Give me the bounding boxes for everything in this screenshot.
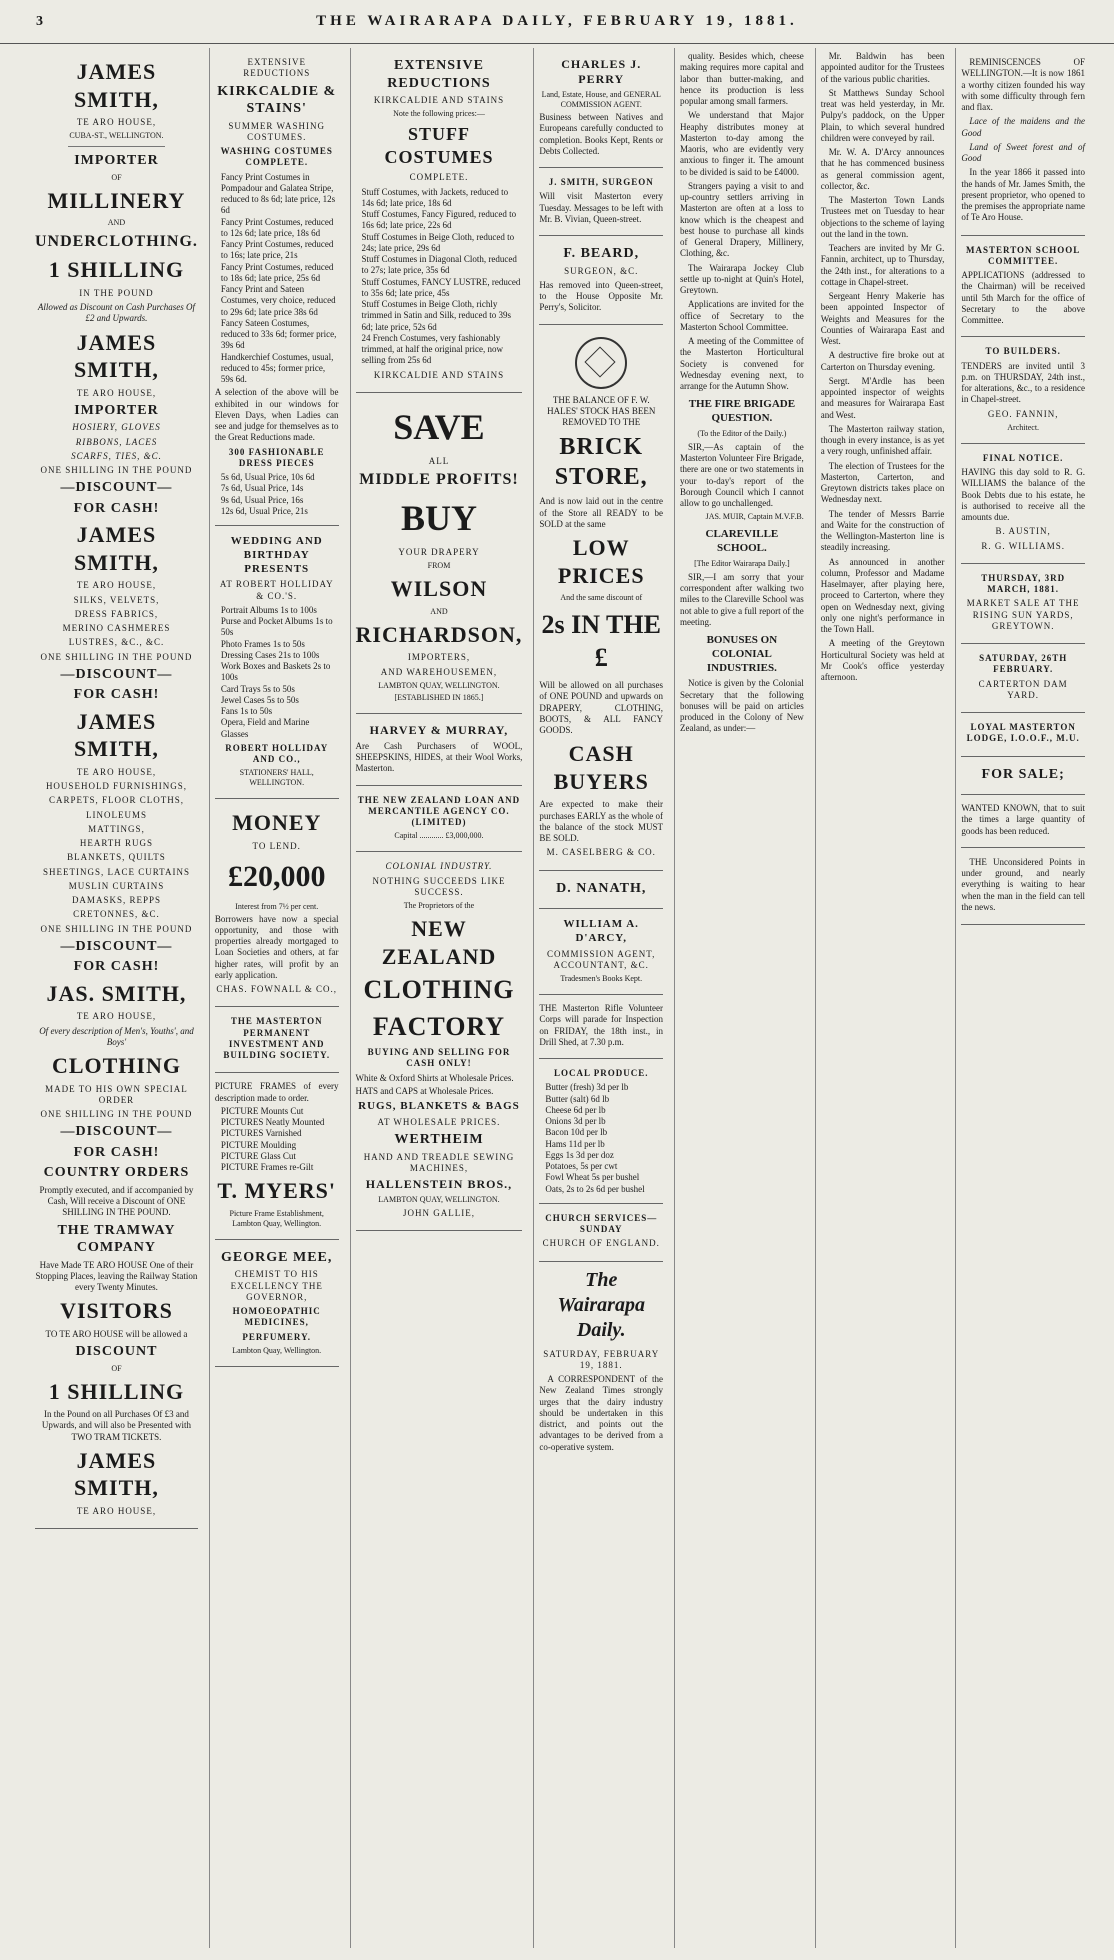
harvey-name: HARVEY & MURRAY, [369, 722, 509, 737]
clothing-heading: CLOTHING [51, 1053, 181, 1078]
silks-item: LUSTRES, &C., &C. [68, 637, 165, 648]
news-paragraph: Applications are invited for the office of Secretary to the Masterton School Committee. [680, 299, 804, 332]
clothing-factory-ad [356, 852, 523, 1231]
kirkcaldie-stuff-ad [356, 48, 523, 393]
street: CUBA-ST., WELLINGTON. [69, 131, 164, 141]
produce-item: Bacon 10d per lb [545, 1127, 608, 1138]
dress-price: 7s 6d, Usual Price, 14s [220, 483, 304, 494]
news-paragraph: St Matthews Sunday School treat was held yesterday, in Mr. Pulpy's paddock, on the Upper Plain, to which several hundred children were conveyed by rail. [820, 87, 945, 143]
wertheim-heading: WERTHEIM [394, 1132, 484, 1147]
brick-store-heading: BRICK STORE, [554, 434, 648, 491]
news-paragraph: Sergt. M'Ardle has been appointed inspector of weights and measures for Wairarapa East and West. [820, 375, 945, 420]
address-5: TE ARO HOUSE, [76, 1011, 157, 1022]
columns [30, 48, 1090, 1948]
address-3: TE ARO HOUSE, [76, 580, 157, 591]
jas-smith-name: JAS. SMITH, [46, 980, 187, 1006]
news-paragraph: Sergeant Henry Makerie has been appointed Inspector of Weights and Measures for the Counties of Wairarapa East and West. [820, 291, 945, 346]
buy-heading: BUY [400, 498, 477, 538]
building-society-ad [215, 1007, 339, 1073]
household-item: LINOLEUMS [85, 809, 147, 820]
and-label: AND [107, 218, 126, 228]
discount-line-2: ONE SHILLING IN THE POUND [40, 651, 193, 662]
perry-sub: Land, Estate, House, and GENERAL COMMISSION AGENT. [541, 90, 661, 109]
darcy-ad [539, 909, 663, 995]
george-mee-ad [215, 1240, 339, 1367]
advertiser-name-5: JAMES SMITH, [74, 1447, 159, 1501]
wanted-ad [961, 795, 1085, 848]
of-label: OF [111, 172, 122, 182]
final-notice-ad [961, 444, 1085, 564]
amount: £20,000 [227, 860, 326, 893]
volunteer-notice [539, 995, 663, 1059]
produce-item: Fowl Wheat 5s per bushel [545, 1172, 640, 1183]
two-shillings: 2s IN THE £ [541, 610, 661, 672]
low-prices-heading: LOW PRICES [557, 535, 645, 588]
address-6: TE ARO HOUSE, [76, 1505, 157, 1516]
bonuses-text: Notice is given by the Colonial Secretary that the following bonuses will be paid on articles produced in the Colony of New Zealand, as under:— [680, 678, 804, 734]
clareville-sub: [The Editor Wairarapa Daily.] [694, 558, 790, 568]
wedding-item: Card Trays 5s to 50s [220, 683, 295, 694]
verse-line: Lace of the maidens and the Good [961, 116, 1085, 138]
school-committee-heading: MASTERTON SCHOOL COMMITTEE. [966, 244, 1081, 266]
surgeon-label: SURGEON, &C. [564, 265, 639, 276]
beard-ad [539, 236, 663, 325]
final-notice-text: HAVING this day sold to R. G. WILLIAMS the balance of the Book Debts due to his estate, he is authorised to receive all the amounts due. [961, 467, 1085, 522]
extensive-heading: EXTENSIVE REDUCTIONS [387, 58, 491, 91]
fire-brigade-sub: (To the Editor of the Daily.) [697, 428, 787, 438]
news-paragraph: We understand that Major Heaphy distributes money at Masterton to-day among the Maoris, who are evidently very anxious to finger it. The amount to be divided is said to be £4000. [680, 110, 804, 177]
news-paragraph: Mr. W. A. D'Arcy announces that he has commenced business as general commission agent, collector, &c. [820, 147, 945, 191]
buying-label: BUYING AND SELLING FOR CASH ONLY! [367, 1047, 511, 1069]
importers-label: IMPORTERS, [407, 652, 471, 663]
household-item: HOUSEHOLD FURNISHINGS, [45, 781, 187, 791]
nz-heading: NEW ZEALAND [381, 916, 497, 969]
news-paragraph: Strangers paying a visit to and up-country settlers arriving in Masterton are often at a loss to know which is the cheapest and best house to purchase all kinds of General Drapery, Millinery, Clothing, &c. [680, 180, 804, 259]
household-item: MATTINGS, [88, 823, 145, 834]
perfumery-heading: PERFUMERY. [242, 1331, 312, 1342]
darcy-name: WILLIAM A. D'ARCY, [563, 918, 639, 944]
stuff-item: Stuff Costumes in Beige Cloth, reduced to 24s; late price, 29s 6d [361, 231, 515, 253]
clareville-text: SIR,—I am sorry that your correspondent after walking two miles to the Clareville School was not able to give a full report of the meeting. [680, 571, 804, 627]
underclothing-heading: UNDERCLOTHING. [35, 233, 198, 251]
importer-label: IMPORTER [74, 153, 159, 169]
tramway-text: Have Made TE ARO HOUSE One of their Stopping Places, leaving the Railway Station every Twenty Minutes. [35, 1259, 198, 1292]
wedding-item: Opera, Field and Marine Glasses [220, 717, 310, 739]
costume-item: Fancy Print Costumes, reduced to 12s 6d; late price, 18s 6d [220, 216, 334, 238]
wedding-item: Purse and Pocket Albums 1s to 50s [220, 616, 333, 638]
silks-item: DRESS FABRICS, [74, 608, 159, 619]
reminiscences [961, 48, 1085, 236]
news-paragraph: Teachers are invited by Mr G. Fannin, architect, up to Thursday, the 24th inst., for alterations to a cottage in Chapel-street. [820, 243, 945, 287]
discount-label: And the same discount of [560, 593, 643, 602]
brick-store-ad [539, 325, 663, 871]
closing-text: THE Unconsidered Points in under ground, and nearly everything is waiting to hear when the man in the field can tell the news. [961, 856, 1085, 912]
picture-item: PICTURES Varnished [220, 1128, 302, 1139]
brick-text: And is now laid out in the centre of the Store all READY to be SOLD at the same [539, 496, 664, 529]
news-paragraph: Mr. Baldwin has been appointed auditor for the Trustees of the various public charities. [820, 51, 945, 84]
stuff-item: Stuff Costumes in Diagonal Cloth, reduced to 27s; late price, 35s 6d [361, 254, 517, 276]
surgeon-smith-ad [539, 168, 663, 236]
carterton-sale-ad [961, 644, 1085, 713]
building-society-heading: THE MASTERTON PERMANENT INVESTMENT AND BUILDING SOCIETY. [223, 1016, 331, 1060]
tramway-heading: THE TRAMWAY COMPANY [57, 1222, 176, 1255]
cash-text: Are expected to make their purchases EARLY as the whole of the balance of the stock MUST BE SOLD. [539, 799, 664, 843]
address: TE ARO HOUSE, [76, 117, 157, 127]
james-smith-advertisement [35, 48, 198, 1529]
darcy-sub: COMMISSION AGENT, ACCOUNTANT, &C. [547, 948, 656, 970]
clothing-heading: CLOTHING [363, 975, 515, 1004]
picture-item: PICTURE Frames re-Gilt [220, 1162, 314, 1172]
builders-ad [961, 337, 1085, 444]
dress-price: 5s 6d, Usual Price, 10s 6d [220, 472, 315, 482]
perry-text: Business between Natives and Europeans carefully conducted to completion. Books Kept, Rents or Debts Collected. [539, 112, 664, 156]
news-paragraph: The election of Trustees for the Masterton, Carterton, and Greytown districts takes place on Wednesday next. [820, 460, 945, 505]
church-heading: CHURCH SERVICES—SUNDAY [545, 1212, 658, 1234]
special-order: MADE TO HIS OWN SPECIAL ORDER [45, 1083, 188, 1105]
williams-name: R. G. WILLIAMS. [981, 540, 1065, 551]
dress-price: 9s 6d, Usual Price, 16s [220, 494, 304, 505]
for-cash-label-4: FOR CASH! [73, 1144, 160, 1160]
caselberg-name: M. CASELBERG & CO. [546, 847, 656, 858]
column-1 [30, 48, 203, 1948]
money-ad [215, 799, 339, 1007]
discount-word: DISCOUNT [75, 1344, 158, 1359]
harvey-murray-ad [356, 714, 523, 786]
middle-profits: MIDDLE PROFITS! [359, 471, 519, 488]
produce-item: Cheese 6d per lb [545, 1104, 606, 1115]
wedding-heading: WEDDING AND BIRTHDAY PRESENTS [230, 535, 323, 575]
smith-text: Will visit Masterton every Tuesday. Messages to be left with Mr. B. Vivian, Queen-street. [539, 191, 664, 224]
column-3 [350, 48, 528, 1948]
news-paragraph: quality. Besides which, cheese making requires more capital and labor than butter-making, and hence its production is less popular among small farmers. [680, 51, 804, 106]
holliday-name: ROBERT HOLLIDAY AND CO., [225, 742, 329, 764]
household-item: MUSLIN CURTAINS [68, 880, 165, 891]
perry-name: CHARLES J. PERRY [561, 57, 642, 86]
market-sale-ad [961, 564, 1085, 644]
shirts-text: White & Oxford Shirts at Wholesale Prices. [355, 1072, 514, 1083]
picture-item: PICTURE Moulding [220, 1139, 297, 1150]
stuff-costumes-heading: STUFF COSTUMES [384, 124, 494, 167]
allowed-text: Allowed as Discount on Cash Purchases Of £2 and Upwards. [37, 302, 196, 324]
nanath-ad [539, 871, 663, 910]
country-orders-heading: COUNTRY ORDERS [43, 1165, 190, 1181]
produce-item: Potatoes, 5s per cwt [545, 1161, 618, 1171]
goods-item: HOSIERY, GLOVES [72, 422, 161, 433]
reminiscences-text: REMINISCENCES OF WELLINGTON.—It is now 1861 a worthy citizen founded his way with some difficulty through fern and flax. [961, 57, 1085, 112]
interest: Interest from 7½ per cent. [235, 901, 319, 911]
nanath-name: D. NANATH, [556, 880, 647, 896]
costume-item: Fancy Print Costumes, reduced to 18s 6d; late price, 25s 6d [220, 261, 334, 283]
church-services [539, 1204, 663, 1262]
reductions-heading: EXTENSIVE REDUCTIONS [243, 57, 311, 79]
discount-label-4: —DISCOUNT— [60, 1124, 173, 1140]
discount-line-3: ONE SHILLING IN THE POUND [40, 923, 193, 934]
lodge-ad [961, 713, 1085, 757]
gallie-name: JOHN GALLIE, [402, 1208, 475, 1218]
goods-item: RIBBONS, LACES [75, 436, 158, 447]
closing-paragraph [961, 848, 1085, 925]
produce-item: Oats, 2s to 2s 6d per bushel [545, 1183, 645, 1194]
proprietors-label: The Proprietors of the [403, 901, 475, 910]
washing-heading: WASHING COSTUMES COMPLETE. [220, 146, 333, 168]
royal-arms-emblem [575, 337, 627, 389]
news-paragraph: As announced in another column, Professor and Madame Haselmayer, after playing here, proceed to Carterton, where they open on Wednesday next, giving only one night's performance in the Town Hall. [820, 556, 945, 634]
success-label: NOTHING SUCCEEDS LIKE SUCCESS. [372, 875, 506, 897]
picture-item: PICTURES Neatly Mounted [220, 1117, 325, 1127]
builders-text: TENDERS are invited until 3 p.m. on THURSDAY, 24th inst., for alterations, &c., to a residence in Chapel-street. [961, 360, 1085, 405]
and-label: AND [430, 606, 448, 616]
wanted-text: WANTED KNOWN, that to suit the times a large quantity of goods has been reduced. [961, 803, 1085, 836]
household-item: CARPETS, FLOOR CLOTHS, [48, 795, 184, 806]
household-item: HEARTH RUGS [79, 838, 154, 848]
news-paragraph: A destructive fire broke out at Carterton on Thursday evening. [820, 350, 945, 372]
colonial-industry: COLONIAL INDUSTRY. [385, 861, 493, 872]
dress-price: 12s 6d, Usual Price, 21s [220, 505, 308, 516]
editorial-title: The Wairarapa Daily. [557, 1268, 645, 1341]
to-lend: TO LEND. [252, 840, 301, 851]
column-2 [209, 48, 344, 1948]
carterton-heading: CARTERTON DAM YARD. [978, 678, 1068, 700]
lodge-heading: LOYAL MASTERTON LODGE, I.O.O.F., M.U. [966, 722, 1080, 744]
myers-name: T. MYERS' [217, 1178, 337, 1204]
for-cash-label-2: FOR CASH! [73, 687, 160, 703]
of-word: OF [111, 1363, 122, 1373]
rugs-heading: RUGS, BLANKETS & BAGS [358, 1100, 520, 1112]
capital-label: Capital ............ £3,000,000. [394, 831, 484, 841]
wholesale-label: AT WHOLESALE PRICES. [377, 1116, 501, 1127]
fannin-sub: Architect. [1007, 422, 1040, 432]
nz-loan-ad [356, 786, 523, 853]
picture-frames-text: PICTURE FRAMES of every description made to order. [214, 1081, 339, 1103]
shilling-heading: 1 SHILLING [48, 257, 185, 283]
wedding-item: Portrait Albums 1s to 100s [220, 604, 317, 615]
builders-heading: TO BUILDERS. [985, 346, 1061, 357]
for-sale-heading: FOR SALE; [981, 766, 1065, 782]
fannin-name: GEO. FANNIN, [987, 408, 1059, 419]
established-label: [ESTABLISHED IN 1865.] [394, 692, 484, 702]
address-2: TE ARO HOUSE, [76, 387, 157, 398]
holliday-ad [215, 526, 339, 799]
myers-address: Picture Frame Establishment, Lambton Quay, Wellington. [229, 1208, 324, 1228]
austin-name: B. AUSTIN, [995, 526, 1051, 537]
for-cash-label-3: FOR CASH! [73, 959, 160, 975]
news-paragraph: The Wairarapa Jockey Club settle up to-night at Quin's Hotel, Greytown. [680, 262, 804, 295]
for-sale-ad [961, 757, 1085, 796]
in-pound-label: IN THE POUND [79, 287, 154, 298]
kirkcaldie-washing-ad [215, 48, 339, 526]
market-date: THURSDAY, 3RD MARCH, 1881. [981, 572, 1066, 594]
wedding-item: Dressing Cases 21s to 100s [220, 649, 320, 660]
verse-line: Land of Sweet forest and of Good [961, 141, 1085, 163]
editorial-lead: A CORRESPONDENT of the New Zealand Times strongly urges that the dairy industry should be undertaken in this district, and points out the advantages to be derived from a co-operative system. [539, 1374, 664, 1452]
richardson-name: RICHARDSON, [355, 621, 523, 647]
news-paragraph: The Masterton Town Lands Trustees met on Tuesday to hear objections to the scheme of laying out the land in the town. [820, 195, 945, 239]
church-sub: CHURCH OF ENGLAND. [542, 1238, 660, 1249]
news-paragraph: The tender of Messrs Barrie and Waite for the construction of the Wellington-Masterton line is steadily increasing. [820, 508, 945, 553]
george-mee-name: GEORGE MEE, [221, 1249, 333, 1265]
stuff-item: Stuff Costumes, FANCY LUSTRE, reduced to 35s 6d; late price, 45s [361, 276, 521, 298]
advertiser-name-3: JAMES SMITH, [74, 522, 159, 575]
household-item: DAMASKS, REPPS [71, 895, 161, 905]
column-6 [815, 48, 950, 1948]
dress-pieces-heading: 300 FASHIONABLE DRESS PIECES [228, 446, 325, 468]
visitors-text: TO TE ARO HOUSE will be allowed a [45, 1328, 188, 1339]
address-4: TE ARO HOUSE, [76, 766, 157, 777]
all-label: ALL [428, 455, 450, 466]
hats-text: HATS and CAPS at Wholesale Prices. [355, 1085, 494, 1096]
advertiser-name-2: JAMES SMITH, [74, 329, 159, 382]
editorial-date: SATURDAY, FEBRUARY 19, 1881. [543, 1348, 660, 1370]
note-text: Note the following prices:— [393, 109, 485, 119]
produce-item: Hams 11d per lb [545, 1138, 605, 1149]
produce-item: Butter (salt) 6d lb [545, 1093, 610, 1104]
household-item: SHEETINGS, LACE CURTAINS [42, 866, 190, 877]
george-address: Lambton Quay, Wellington. [232, 1345, 322, 1355]
discount-label-3: —DISCOUNT— [60, 938, 173, 954]
silks-item: MERINO CASHMERES [62, 623, 171, 633]
from-label: FROM [427, 561, 451, 571]
discount-line-4: ONE SHILLING IN THE POUND [40, 1109, 193, 1119]
stuff-item: 24 French Costumes, very fashionably trimmed, at half the original price, now selling from 25s 6d [361, 332, 504, 366]
visitors-tail: In the Pound on all Purchases Of £3 and Upwards, and will also be Presented with TWO TRAM TICKETS. [41, 1409, 192, 1442]
fire-brigade-heading: THE FIRE BRIGADE QUESTION. [688, 398, 796, 424]
lambton-address: LAMBTON QUAY, WELLINGTON. [378, 680, 500, 690]
homeopathic-heading: HOMOEOPATHIC MEDICINES, [232, 1306, 321, 1328]
wilson-richardson-ad [356, 393, 523, 714]
produce-item: Butter (fresh) 3d per lb [545, 1082, 629, 1093]
holliday-address: STATIONERS' HALL, WELLINGTON. [239, 768, 314, 788]
hallenstein-address: LAMBTON QUAY, WELLINGTON. [378, 1195, 500, 1204]
sewing-machines: HAND AND TREADLE SEWING MACHINES, [363, 1151, 515, 1173]
beard-name: F. BEARD, [563, 246, 640, 261]
hales-text: THE BALANCE OF F. W. HALES' STOCK HAS BEEN REMOVED TO THE [547, 394, 656, 427]
column-5 [674, 48, 809, 1948]
newspaper-title: THE WAIRARAPA DAILY, FEBRUARY 19, 1881. [316, 13, 798, 29]
costume-item: Handkerchief Costumes, usual, reduced to 45s; former price, 59s 6d. [220, 351, 334, 384]
advertiser-name-4: JAMES SMITH, [74, 708, 159, 762]
silks-item: SILKS, VELVETS, [73, 594, 160, 605]
final-notice-heading: FINAL NOTICE. [982, 452, 1064, 463]
bonuses-heading: BONUSES ON COLONIAL INDUSTRIES. [706, 634, 778, 674]
perry-ad [539, 48, 663, 168]
costume-item: Fancy Print and Sateen Costumes, very choice, reduced to 29s 6d; late price 38s 6d [220, 284, 336, 317]
every-description: Of every description of Men's, Youths', and Boys' [39, 1025, 194, 1047]
money-text: Borrowers have now a special opportunity, and those with properties already mortgaged to Loan Societies and others, at far higher rates, will profit by an early application. [214, 913, 339, 980]
editorial [539, 1268, 663, 1453]
clareville-heading: CLAREVILLE SCHOOL. [705, 528, 779, 554]
picture-item: PICTURE Mounts Cut [220, 1105, 304, 1116]
cash-buyers-heading: CASH BUYERS [553, 741, 649, 794]
fire-brigade-signature: JAS. MUIR, Captain M.V.F.B. [705, 512, 804, 522]
household-item: CRETONNES, &C. [73, 909, 160, 920]
volunteer-text: THE Masterton Rifle Volunteer Corps will parade for Inspection on FRIDAY, the 18th inst., in Drill Shed, at 7.30 p.m. [539, 1003, 664, 1047]
millinery-heading: MILLINERY [47, 187, 186, 213]
complete-label: COMPLETE. [409, 172, 469, 183]
produce-item: Eggs 1s 3d per doz [545, 1149, 614, 1160]
factory-heading: FACTORY [372, 1011, 506, 1041]
harvey-text: Are Cash Purchasers of WOOL, SHEEPSKINS, HIDES, at their Wool Works, Masterton. [355, 740, 523, 774]
wedding-item: Jewel Cases 5s to 50s [220, 694, 299, 705]
news-paragraph: A meeting of the Greytown Horticultural Society was held at Mr Cook's office yesterday afternoon. [820, 638, 945, 682]
fire-brigade-text: SIR,—As captain of the Masterton Volunteer Fire Brigade, there are one or two statements in your to-day's report of the Borough Council which I cannot allow to go unchallenged. [680, 441, 804, 508]
stuff-item: Stuff Costumes in Beige Cloth, richly trimmed in Satin and Silk, reduced to 39s 6d; late price, 52s 6d [361, 299, 512, 332]
masthead [0, 0, 1114, 44]
one-shilling-heading: 1 SHILLING [48, 1378, 185, 1404]
produce-item: Onions 3d per lb [545, 1116, 606, 1126]
country-orders-text: Promptly executed, and if accompanied by Cash, Will receive a Discount of ONE SHILLING IN THE POUND. [39, 1184, 194, 1218]
news-paragraph: The Masterton railway station, though in every instance, is as yet a very rough, unfinished affair. [820, 423, 945, 457]
your-drapery: YOUR DRAPERY [398, 547, 480, 557]
visitors-heading: VISITORS [60, 1298, 173, 1324]
school-committee-ad [961, 236, 1085, 338]
market-heading: MARKET SALE AT THE RISING SUN YARDS, GREYTOWN. [966, 598, 1080, 631]
reminiscences-paragraph: In the year 1866 it passed into the hands of Mr. James Smith, the present proprietor, who opened to the premises the appropriate name of Te Aro House. [961, 167, 1085, 223]
picture-item: PICTURE Glass Cut [220, 1150, 296, 1161]
column-4 [533, 48, 668, 1948]
importer-label-2: IMPORTER [74, 402, 159, 418]
nz-loan-heading: THE NEW ZEALAND LOAN AND MERCANTILE AGENCY CO. (LIMITED) [357, 794, 521, 827]
money-heading: MONEY [232, 810, 322, 836]
wedding-at: AT ROBERT HOLLIDAY & CO.'S. [219, 579, 334, 601]
hallenstein-name: HALLENSTEIN BROS., [365, 1177, 513, 1191]
goods-item: SCARFS, TIES, &C. [71, 450, 162, 461]
costume-item: Fancy Sateen Costumes, reduced to 33s 6d; former price, 39s 6d [220, 317, 337, 351]
smith-name: J. SMITH, SURGEON [548, 177, 654, 187]
school-committee-text: APPLICATIONS (addressed to the Chairman) will be received until 5th March for the office of Secretary to the above Committee. [961, 270, 1085, 325]
stuff-item: Stuff Costumes, with Jackets, reduced to 14s 6d; late price, 18s 6d [361, 186, 509, 208]
fownall-name: CHAS. FOWNALL & CO., [216, 984, 338, 994]
kirkcaldie-name: KIRKCALDIE AND STAINS [373, 95, 505, 105]
tradesmen-label: Tradesmen's Books Kept. [560, 974, 643, 983]
local-produce-heading: LOCAL PRODUCE. [553, 1068, 649, 1078]
stuff-item: Stuff Costumes, Fancy Figured, reduced to 16s 6d; late price, 22s 6d [361, 209, 517, 231]
picture-frames-ad [215, 1073, 339, 1240]
chemist-label: CHEMIST TO HIS EXCELLENCY THE GOVERNOR, [230, 1269, 323, 1302]
discount-line: ONE SHILLING IN THE POUND [40, 465, 193, 475]
summer-heading: SUMMER WASHING COSTUMES. [228, 120, 326, 142]
wilson-name: WILSON [390, 576, 488, 602]
notice-text: A selection of the above will be exhibited in our windows for Eleven Days, when Ladies can see and judge for themselves as to the Great Reductions made. [214, 387, 339, 443]
warehousemen-label: AND WAREHOUSEMEN, [380, 666, 498, 677]
wedding-item: Fans 1s to 50s [220, 706, 273, 716]
carterton-date: SATURDAY, 26TH FEBRUARY. [979, 653, 1068, 675]
costume-item: Fancy Print Costumes, reduced to 16s; late price, 21s [220, 239, 334, 261]
household-item: BLANKETS, QUILTS [67, 852, 166, 863]
discount-label-2: —DISCOUNT— [60, 666, 173, 682]
discount-text: Will be allowed on all purchases of ONE POUND and upwards on DRAPERY, CLOTHING, BOOTS, & ALL FANCY GOODS. [539, 680, 664, 735]
page-number: 3 [36, 13, 43, 29]
for-cash-label: FOR CASH! [73, 500, 160, 516]
save-heading: SAVE [393, 406, 485, 447]
local-produce [539, 1059, 663, 1204]
wedding-item: Photo Frames 1s to 50s [220, 638, 305, 649]
advertiser-name: JAMES SMITH, [74, 59, 159, 112]
kirkcaldie-name: KIRKCALDIE & STAINS' [217, 83, 337, 116]
discount-label: —DISCOUNT— [60, 480, 173, 496]
kirkcaldie-name-2: KIRKCALDIE AND STAINS [373, 369, 505, 380]
news-paragraph: A meeting of the Committee of the Masterton Horticultural Society is convened for Wednesday evening next, to arrange for the Autumn Show. [680, 336, 804, 391]
column-7 [955, 48, 1090, 1948]
costume-item: Fancy Print Costumes in Pompadour and Galatea Stripe, reduced to 8s 6d; late price, 12s 6d [220, 171, 336, 216]
beard-text: Has removed into Queen-street, to the House Opposite Mr. Perry's, Solicitor. [539, 279, 664, 313]
wedding-item: Work Boxes and Baskets 2s to 100s [220, 661, 331, 683]
